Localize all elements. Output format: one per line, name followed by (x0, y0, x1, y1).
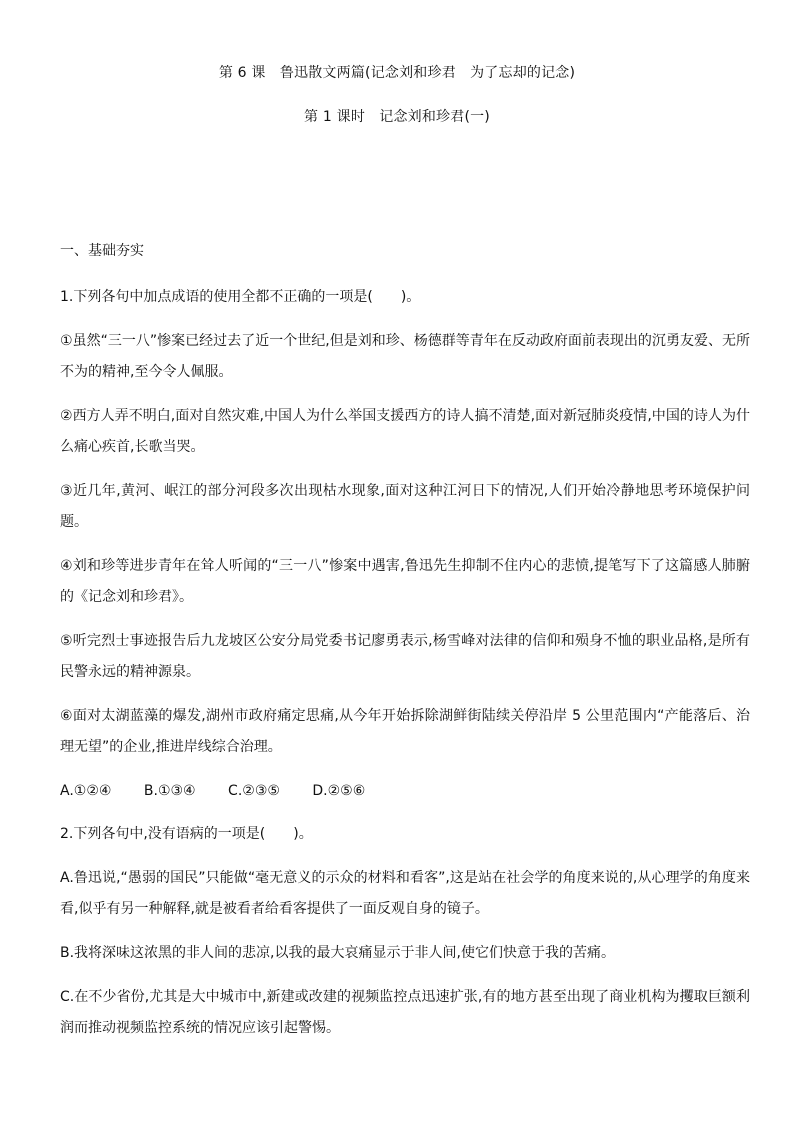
question-1-item-5: ⑤听完烈士事迹报告后九龙坡区公安分局党委书记廖勇表示,杨雪峰对法律的信仰和殒身不恤的职业品格,是所有民警永远的精神源泉。 (60, 633, 750, 680)
lesson-subtitle: 第 1 课时 记念刘和珍君(一) (304, 109, 490, 125)
question-2-stem: 2.下列各句中,没有语病的一项是( )。 (60, 826, 313, 842)
lesson-title: 第 6 课 鲁迅散文两篇(记念刘和珍君 为了忘却的记念) (218, 65, 576, 81)
question-2-option-a: A.鲁迅说,“愚弱的国民”只能做“毫无意义的示众的材料和看客”,这是站在社会学的角度来说的,从心理学的角度来看,似乎有另一种解释,就是被看者给看客提供了一面反观自身的镜子。 (60, 870, 750, 917)
question-2-option-c: C.在不少省份,尤其是大中城市中,新建或改建的视频监控点迅速扩张,有的地方甚至出现了商业机构为攫取巨额利润而推动视频监控系统的情况应该引起警惕。 (60, 989, 750, 1036)
question-1-item-4: ④刘和珍等进步青年在耸人听闻的“三一八”惨案中遇害,鲁迅先生抑制不住内心的悲愤,提笔写下了这篇感人肺腑的《记念刘和珍君》。 (60, 558, 750, 605)
question-1-item-1: ①虽然“三一八”惨案已经过去了近一个世纪,但是刘和珍、杨德群等青年在反动政府面前表现出的沉勇友爱、无所不为的精神,至今令人佩服。 (60, 333, 750, 380)
question-1-stem: 1.下列各句中加点成语的使用全都不正确的一项是( )。 (60, 289, 421, 305)
question-2-option-b: B.我将深味这浓黑的非人间的悲凉,以我的最大哀痛显示于非人间,使它们快意于我的苦痛。 (60, 945, 615, 961)
question-content (60, 282, 750, 1057)
section-heading: 一、基础夯实 (60, 243, 144, 259)
question-1-item-6: ⑥面对太湖蓝藻的爆发,湖州市政府痛定思痛,从今年开始拆除湖鲜街陆续关停沿岸 5 公里范围内“产能落后、治理无望”的企业,推进岸线综合治理。 (60, 708, 750, 755)
question-1-options: A.①②④ B.①③④ C.②③⑤ D.②⑤⑥ (60, 783, 366, 799)
question-1-item-2: ②西方人弄不明白,面对自然灾难,中国人为什么举国支援西方的诗人搞不清楚,面对新冠肺炎疫情,中国的诗人为什么痛心疾首,长歌当哭。 (60, 408, 750, 455)
question-1-item-3: ③近几年,黄河、岷江的部分河段多次出现枯水现象,面对这种江河日下的情况,人们开始冷静地思考环境保护问题。 (60, 483, 750, 530)
